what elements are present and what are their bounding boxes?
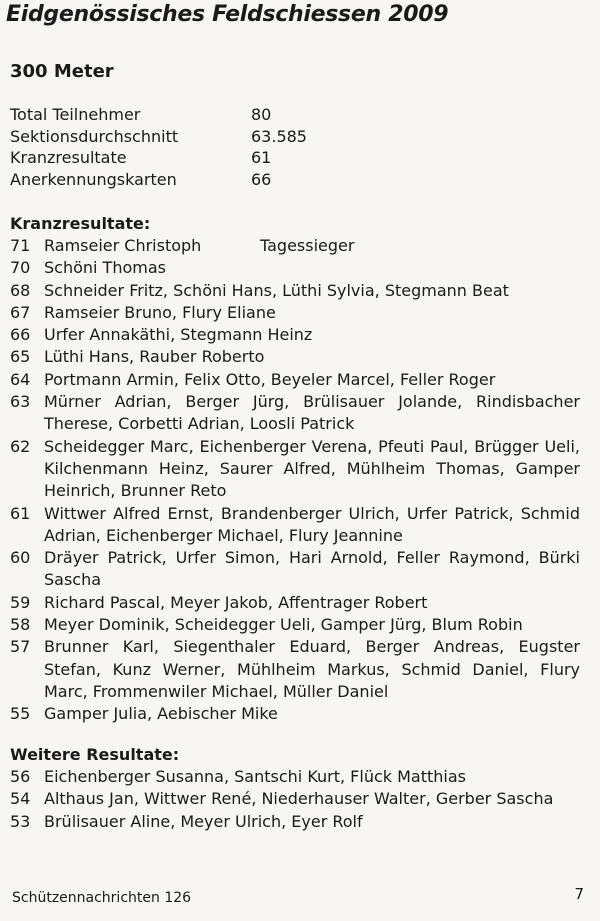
result-names: Althaus Jan, Wittwer René, Niederhauser Walter, Gerber Sascha bbox=[44, 789, 554, 809]
result-names: Mürner Adrian, Berger Jürg, Brülisauer Jolande, Rindisbacher Therese, Corbetti Adrian, Loosli Patrick bbox=[44, 392, 580, 434]
stat-row bbox=[10, 169, 307, 191]
result-row bbox=[10, 436, 580, 503]
page-title: Eidgenössisches Feldschiessen 2009 bbox=[6, 2, 449, 27]
result-names: Gamper Julia, Aebischer Mike bbox=[44, 704, 278, 724]
stat-label: Sektionsdurchschnitt bbox=[10, 126, 179, 146]
result-row bbox=[10, 614, 580, 636]
result-score: 59 bbox=[10, 592, 31, 612]
result-score: 57 bbox=[10, 637, 31, 657]
result-score: 58 bbox=[10, 615, 31, 635]
stats-block bbox=[10, 104, 307, 190]
result-row bbox=[10, 547, 580, 592]
result-score: 55 bbox=[10, 704, 31, 724]
stat-value: 61 bbox=[251, 148, 272, 167]
result-row bbox=[10, 703, 580, 725]
result-row bbox=[10, 766, 580, 788]
result-score: 60 bbox=[10, 548, 31, 568]
result-names: Brülisauer Aline, Meyer Ulrich, Eyer Rolf bbox=[44, 811, 363, 831]
result-row bbox=[10, 280, 580, 302]
stat-label: Kranzresultate bbox=[10, 148, 127, 167]
result-score: 65 bbox=[10, 347, 31, 367]
stat-value: 80 bbox=[251, 105, 272, 124]
result-score: 54 bbox=[10, 789, 31, 809]
weitere-results bbox=[10, 766, 580, 833]
result-names: Scheidegger Marc, Eichenberger Verena, Pfeuti Paul, Brügger Ueli, Kilchenmann Heinz, Saurer Alfred, Mühlheim Thomas, Gamper Heinrich, Brunner Reto bbox=[44, 436, 580, 501]
result-row bbox=[10, 346, 580, 368]
result-names: Ramseier Bruno, Flury Eliane bbox=[44, 302, 276, 322]
publication-name: Schützennachrichten 126 bbox=[12, 890, 192, 906]
stat-label: Anerkennungskarten bbox=[10, 169, 177, 189]
stat-value: 63.585 bbox=[251, 126, 307, 146]
result-score: 62 bbox=[10, 436, 31, 456]
result-names: Wittwer Alfred Ernst, Brandenberger Ulrich, Urfer Patrick, Schmid Adrian, Eichenberger Michael, Flury Jeannine bbox=[44, 503, 580, 545]
result-score: 66 bbox=[10, 325, 31, 345]
result-row bbox=[10, 592, 580, 614]
result-row bbox=[10, 257, 580, 279]
stat-value: 66 bbox=[251, 169, 272, 189]
page-subtitle: 300 Meter bbox=[10, 61, 114, 82]
result-row bbox=[10, 369, 580, 391]
result-score: 53 bbox=[10, 811, 31, 831]
result-names: Dräyer Patrick, Urfer Simon, Hari Arnold, Feller Raymond, Bürki Sascha bbox=[44, 548, 580, 590]
result-row bbox=[10, 235, 580, 257]
kranz-results bbox=[10, 235, 580, 726]
stat-row bbox=[10, 147, 307, 169]
result-names: Brunner Karl, Siegenthaler Eduard, Berger Andreas, Eugster Stefan, Kunz Werner, Mühlheim Markus, Schmid Daniel, Flury Marc, Frommenwiler Michael, Müller Daniel bbox=[44, 637, 580, 701]
result-row bbox=[10, 391, 580, 436]
result-names: Portmann Armin, Felix Otto, Beyeler Marcel, Feller Roger bbox=[44, 369, 496, 389]
stat-row bbox=[10, 104, 307, 126]
result-row bbox=[10, 788, 580, 810]
result-score: 71 bbox=[10, 236, 31, 255]
stat-label: Total Teilnehmer bbox=[10, 105, 141, 124]
result-row bbox=[10, 302, 580, 324]
result-note: Tagessieger bbox=[260, 236, 355, 255]
result-names: Lüthi Hans, Rauber Roberto bbox=[44, 347, 265, 367]
result-row bbox=[10, 503, 580, 548]
result-score: 70 bbox=[10, 258, 31, 278]
result-row bbox=[10, 324, 580, 346]
result-row bbox=[10, 636, 580, 703]
weitere-heading: Weitere Resultate: bbox=[10, 745, 180, 764]
result-score: 56 bbox=[10, 767, 31, 786]
result-names: Urfer Annakäthi, Stegmann Heinz bbox=[44, 325, 313, 345]
result-score: 61 bbox=[10, 503, 31, 523]
result-names: Schöni Thomas bbox=[44, 258, 166, 278]
result-names: Eichenberger Susanna, Santschi Kurt, Flück Matthias bbox=[44, 767, 466, 786]
kranz-heading: Kranzresultate: bbox=[10, 214, 151, 233]
result-names: Richard Pascal, Meyer Jakob, Affentrager Robert bbox=[44, 592, 428, 612]
result-names: Schneider Fritz, Schöni Hans, Lüthi Sylvia, Stegmann Beat bbox=[44, 280, 509, 300]
page-number: 7 bbox=[574, 885, 584, 903]
result-names: Ramseier Christoph bbox=[44, 236, 202, 255]
result-names: Meyer Dominik, Scheidegger Ueli, Gamper Jürg, Blum Robin bbox=[44, 615, 523, 635]
stat-row bbox=[10, 126, 307, 148]
result-score: 64 bbox=[10, 369, 31, 389]
result-row bbox=[10, 811, 580, 833]
result-score: 68 bbox=[10, 280, 31, 300]
result-score: 67 bbox=[10, 302, 31, 322]
result-score: 63 bbox=[10, 392, 31, 412]
